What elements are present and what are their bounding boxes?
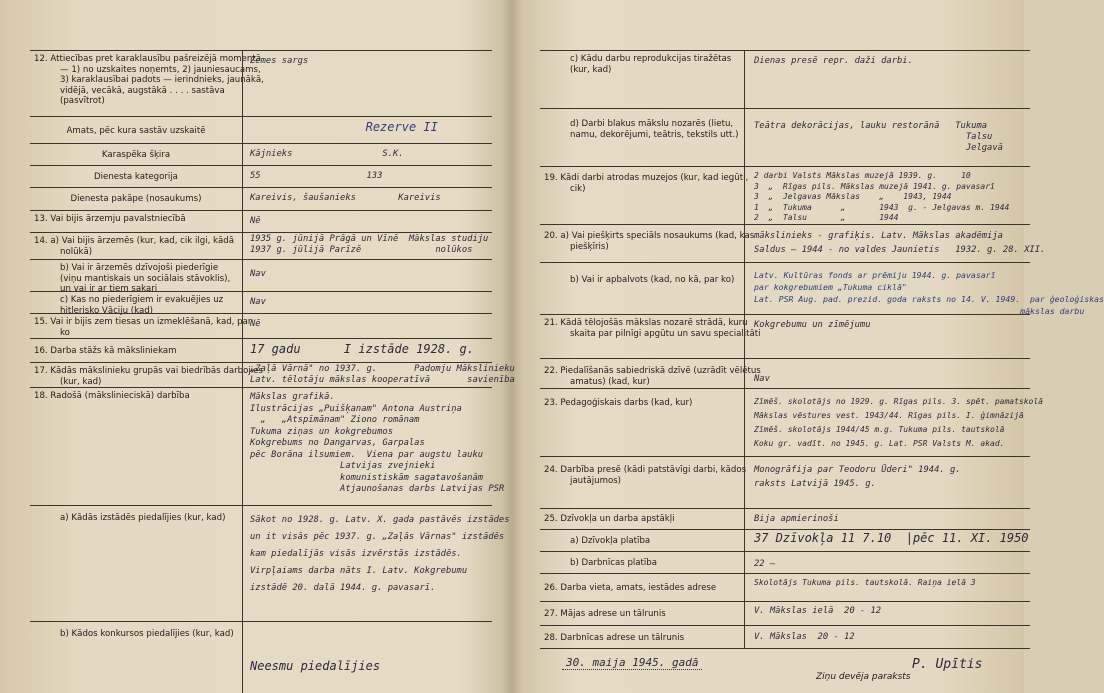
row-value: V. Mākslas 20 - 12 — [754, 632, 855, 642]
row-label: 16. Darba stāžs kā māksliniekam — [34, 346, 177, 356]
row-value: Kokgrebumu un zīmējumu — [754, 320, 871, 330]
column-divider — [744, 359, 745, 388]
column-divider — [744, 509, 745, 529]
row-item-25a — [540, 529, 1030, 551]
column-divider — [242, 363, 243, 387]
row-label: 25. Dzīvokļa un darba apstākļi — [544, 514, 675, 524]
column-divider — [744, 457, 745, 508]
row-value: Monogrāfija par Teodoru Ūderi" 1944. g. raksts Latvijā 1945. g. — [754, 465, 961, 489]
left-page — [0, 0, 515, 693]
row-value: 17 gadu I izstāde 1928. g. — [250, 342, 474, 356]
row-item-18a — [30, 505, 510, 621]
row-item-21 — [540, 314, 1030, 358]
column-divider — [744, 315, 745, 358]
row-label: 26. Darba vieta, amats, iestādes adrese — [544, 583, 717, 593]
row-item-28 — [540, 625, 1030, 649]
row-value: 2 darbi Valsts Mākslas muzejā 1939. g. 10 3 „ Rīgas pils. Mākslas muzejā 1941. g. pavasarī 3 „ Jelgavas Mākslas „ 1943, 1944 1 „ Tukuma „ 1943 g. - Jelgavas m. 1944 2 „ Talsu „ 1944 — [754, 171, 1010, 222]
row-item-16 — [30, 338, 492, 362]
row-value: Dienas presē repr. daži darbi. — [754, 56, 913, 66]
signature: P. Upītis — [912, 657, 983, 672]
row-label: 17. Kādās mākslinieku grupās vai biedrībās darbojies (kur, kad) — [34, 366, 263, 387]
signature-date: 30. maija 1945. gadā — [562, 656, 702, 670]
column-divider — [242, 260, 243, 291]
row-item-23 — [540, 388, 1043, 456]
row-value: 22 — — [754, 559, 776, 569]
row-label: 15. Vai ir bijis zem tiesas un izmeklēšanā, kad, par ko — [34, 317, 252, 338]
row-item-12 — [30, 50, 492, 116]
row-value: Nē — [250, 216, 261, 226]
row-karaspeka-skira — [30, 143, 492, 165]
row-label: Dienesta pakāpe (nosaukums) — [70, 194, 202, 204]
row-item-18 — [30, 387, 505, 505]
row-value: Nav — [754, 374, 770, 384]
column-divider — [744, 530, 745, 551]
column-divider — [242, 292, 243, 313]
row-value: Kājnieks S.K. — [250, 149, 404, 159]
row-item-25b — [540, 551, 1030, 573]
row-label: 19. Kādi darbi atrodas muzejos (kur, kad iegūti, cik) — [544, 173, 749, 194]
row-value: Neesmu piedalījies — [250, 659, 381, 673]
column-divider — [242, 144, 243, 165]
row-item-14a — [30, 232, 492, 259]
column-divider — [744, 109, 745, 166]
row-item-27 — [540, 601, 1030, 625]
row-label: d) Darbi blakus mākslu nozarēs (lietu, namu, dekorējumi, teātris, tekstils utt.) — [570, 119, 739, 140]
row-item-22 — [540, 358, 1030, 388]
column-divider — [242, 233, 243, 259]
row-value: Teātra dekorācijas, lauku restorānā Tukuma Talsu Jelgavā — [754, 121, 1003, 153]
row-label: Karaspēka šķira — [101, 150, 171, 160]
column-divider — [744, 602, 745, 625]
row-item-25 — [540, 508, 1030, 529]
column-divider — [242, 188, 243, 210]
column-divider — [242, 166, 243, 187]
right-page — [512, 0, 1104, 693]
column-divider — [242, 314, 243, 338]
column-divider — [744, 225, 745, 262]
row-label: 12. Attiecības pret karaklausību pašreizējā momentā — 1) no uzskaites noņemts, 2) jauniesaucams, 3) karaklausībai padots — ierindnieks, jaunākā, vidējā, vecākā, augstākā . . . . sastāva (pasvītrot) — [34, 54, 264, 106]
row-label: c) Kādu darbu reprodukcijas tiražētas (kur, kad) — [570, 54, 732, 75]
row-label: 20. a) Vai piešķirts speciāls nosaukums (kad, kas piešķīris) — [544, 231, 755, 252]
row-value: Bija apmierinoši — [754, 514, 839, 524]
row-label: 23. Pedagoģiskais darbs (kad, kur) — [544, 398, 693, 408]
row-value: V. Mākslas ielā 20 - 12 — [754, 606, 882, 616]
column-divider — [744, 263, 745, 314]
row-item-26 — [540, 573, 1030, 601]
row-item-13 — [30, 210, 492, 232]
row-dienesta-kategorija — [30, 165, 492, 187]
row-label: b) Vai ir apbalvots (kad, no kā, par ko) — [570, 275, 735, 285]
row-value: Skolotājs Tukuma pils. tautskolā. Raiņa ielā 3 — [754, 578, 976, 587]
row-item-15 — [30, 313, 492, 338]
row-item-20b — [540, 262, 1104, 316]
row-value: mākslinieks - grafiķis. Latv. Mākslas akadēmija Saldus — 1944 - no valdes Jaunietis 1932. g. 28. XII. — [754, 231, 1046, 255]
row-item-14b — [30, 259, 492, 294]
row-item-24 — [540, 456, 1030, 508]
row-label: 28. Darbnīcas adrese un tālrunis — [544, 633, 685, 643]
row-item-18c — [540, 50, 1030, 108]
row-value: Kareivis, šaušanieks Kareivis — [250, 193, 441, 203]
column-divider — [744, 574, 745, 601]
row-value: 1935 g. jūnijā Prāgā un Vīnē Mākslas studiju 1937 g. jūlijā Parīzē nolūkos — [250, 234, 489, 255]
column-divider — [744, 167, 745, 224]
row-label: 22. Piedalīšanās sabiedriskā dzīvē (uzrādīt vēlētus amatus) (kad, kur) — [544, 366, 761, 387]
row-label: b) Kādos konkursos piedalījies (kur, kad) — [60, 629, 234, 639]
row-label: b) Darbnīcas platība — [570, 558, 658, 568]
row-dienesta-pakape — [30, 187, 492, 210]
row-value: 37 Dzīvokļa 11 7.10 |pēc 11. XI. 1950 — [754, 531, 1029, 545]
column-divider — [744, 51, 745, 108]
row-value: Zemes sargs — [250, 56, 309, 66]
row-label: b) Vai ir ārzemēs dzīvojoši piederīgie (viņu mantiskais un sociālais stāvoklis), un vai ir ar tiem sakari — [60, 263, 231, 294]
row-label: 13. Vai bijis ārzemju pavalstniecībā — [34, 214, 186, 224]
signature-label: Ziņu devēja paraksts — [816, 672, 911, 682]
row-label: a) Kādās izstādēs piedalījies (kur, kad) — [60, 513, 226, 523]
column-divider — [242, 506, 243, 621]
row-value: 55 133 — [250, 171, 383, 181]
row-value: Sākot no 1928. g. Latv. X. gada pastāvēs izstādes un it visās pēc 1937. g. „Zaļās Vārnas" izstādēs kam piedalījās visās izvērstās izstādēs. Virpļaiams darba nāts I. Latv. Kokgrebumu izstādē 20. dalā 1944. g. pavasarī. — [250, 515, 510, 593]
column-divider — [744, 552, 745, 573]
row-label: Amats, pēc kura sastāv uzskaitē — [66, 126, 206, 136]
row-label: Dienesta kategorija — [94, 172, 178, 182]
row-item-14c — [30, 291, 492, 316]
column-divider — [242, 211, 243, 232]
row-label: c) Kas no piederīgiem ir evakuējies uz hitlerisko Vāciju (kad) — [60, 295, 224, 316]
row-value: Mākslas grafikā. Ilustrācijas „Puišķanam" Antona Austriņa „ „Atspīmānam" Ziono romānam Tukuma ziņas un kokgrebumos Kokgrebums no Dangarvas, Garpalas pēc Borāna ilsumiem. Viena par augstu lauku Latvijas zvejnieki komunistiskām sagatavošanām Atjaunošanas darbs Latvijas PSR — [250, 392, 505, 494]
row-label: 21. Kādā tēlojošās mākslas nozarē strādā, kuru skaita par pilnīgi apgūtu un savu specialitāti — [544, 318, 761, 339]
column-divider — [744, 389, 745, 456]
row-item-17 — [30, 362, 515, 387]
row-item-20a — [540, 224, 1046, 262]
row-value: Nav — [250, 269, 266, 279]
row-label: a) Dzīvokļa platība — [570, 536, 651, 546]
column-divider — [242, 117, 243, 143]
row-value: Latv. Kultūras fonds ar prēmiju 1944. g. pavasarī par kokgrebumiem „Tukuma ciklā" Lat. PSR Aug. pad. prezid. goda raksts no 14. V. 1949. par ģeoloģiskas mākslas darbu — [754, 270, 1104, 316]
row-item-18b — [30, 621, 492, 693]
row-value: Rezerve II — [250, 120, 438, 134]
row-label: 14. a) Vai bijis ārzemēs (kur, kad, cik ilgi, kādā nolūkā) — [34, 236, 235, 257]
row-value: Nav — [250, 297, 266, 307]
row-label: 24. Darbība presē (kādi patstāvīgi darbi, kādos jautājumos) — [544, 465, 747, 486]
row-value: Nē — [250, 319, 261, 329]
column-divider — [242, 51, 243, 116]
row-value: Zīmēš. skolotājs no 1929. g. Rīgas pils. 3. spēt. pamatskolā Mākslas vēstures vest. 1943/44. Rīgas pils. I. ģimnāzijā Zīmēš. skolotājs 1944/45 m.g. Tukuma pils. tautskolā Koku gr. vadīt. no 1945. g. Lat. PSR Valsts M. akad. — [754, 397, 1043, 448]
row-value: „Zaļā Vārnā" no 1937. g. Padomju Mākslinieku Latv. tēlotāju mākslas kooperatīvā savienība — [250, 364, 515, 385]
column-divider — [242, 622, 243, 693]
row-item-18d — [540, 108, 1030, 166]
row-item-19 — [540, 166, 1030, 224]
row-amats — [30, 116, 492, 143]
row-label: 18. Radošā (mākslinieciskā) darbība — [34, 391, 190, 401]
column-divider — [242, 388, 243, 505]
row-label: 27. Mājas adrese un tālrunis — [544, 609, 666, 619]
column-divider — [242, 339, 243, 362]
column-divider — [744, 626, 745, 648]
